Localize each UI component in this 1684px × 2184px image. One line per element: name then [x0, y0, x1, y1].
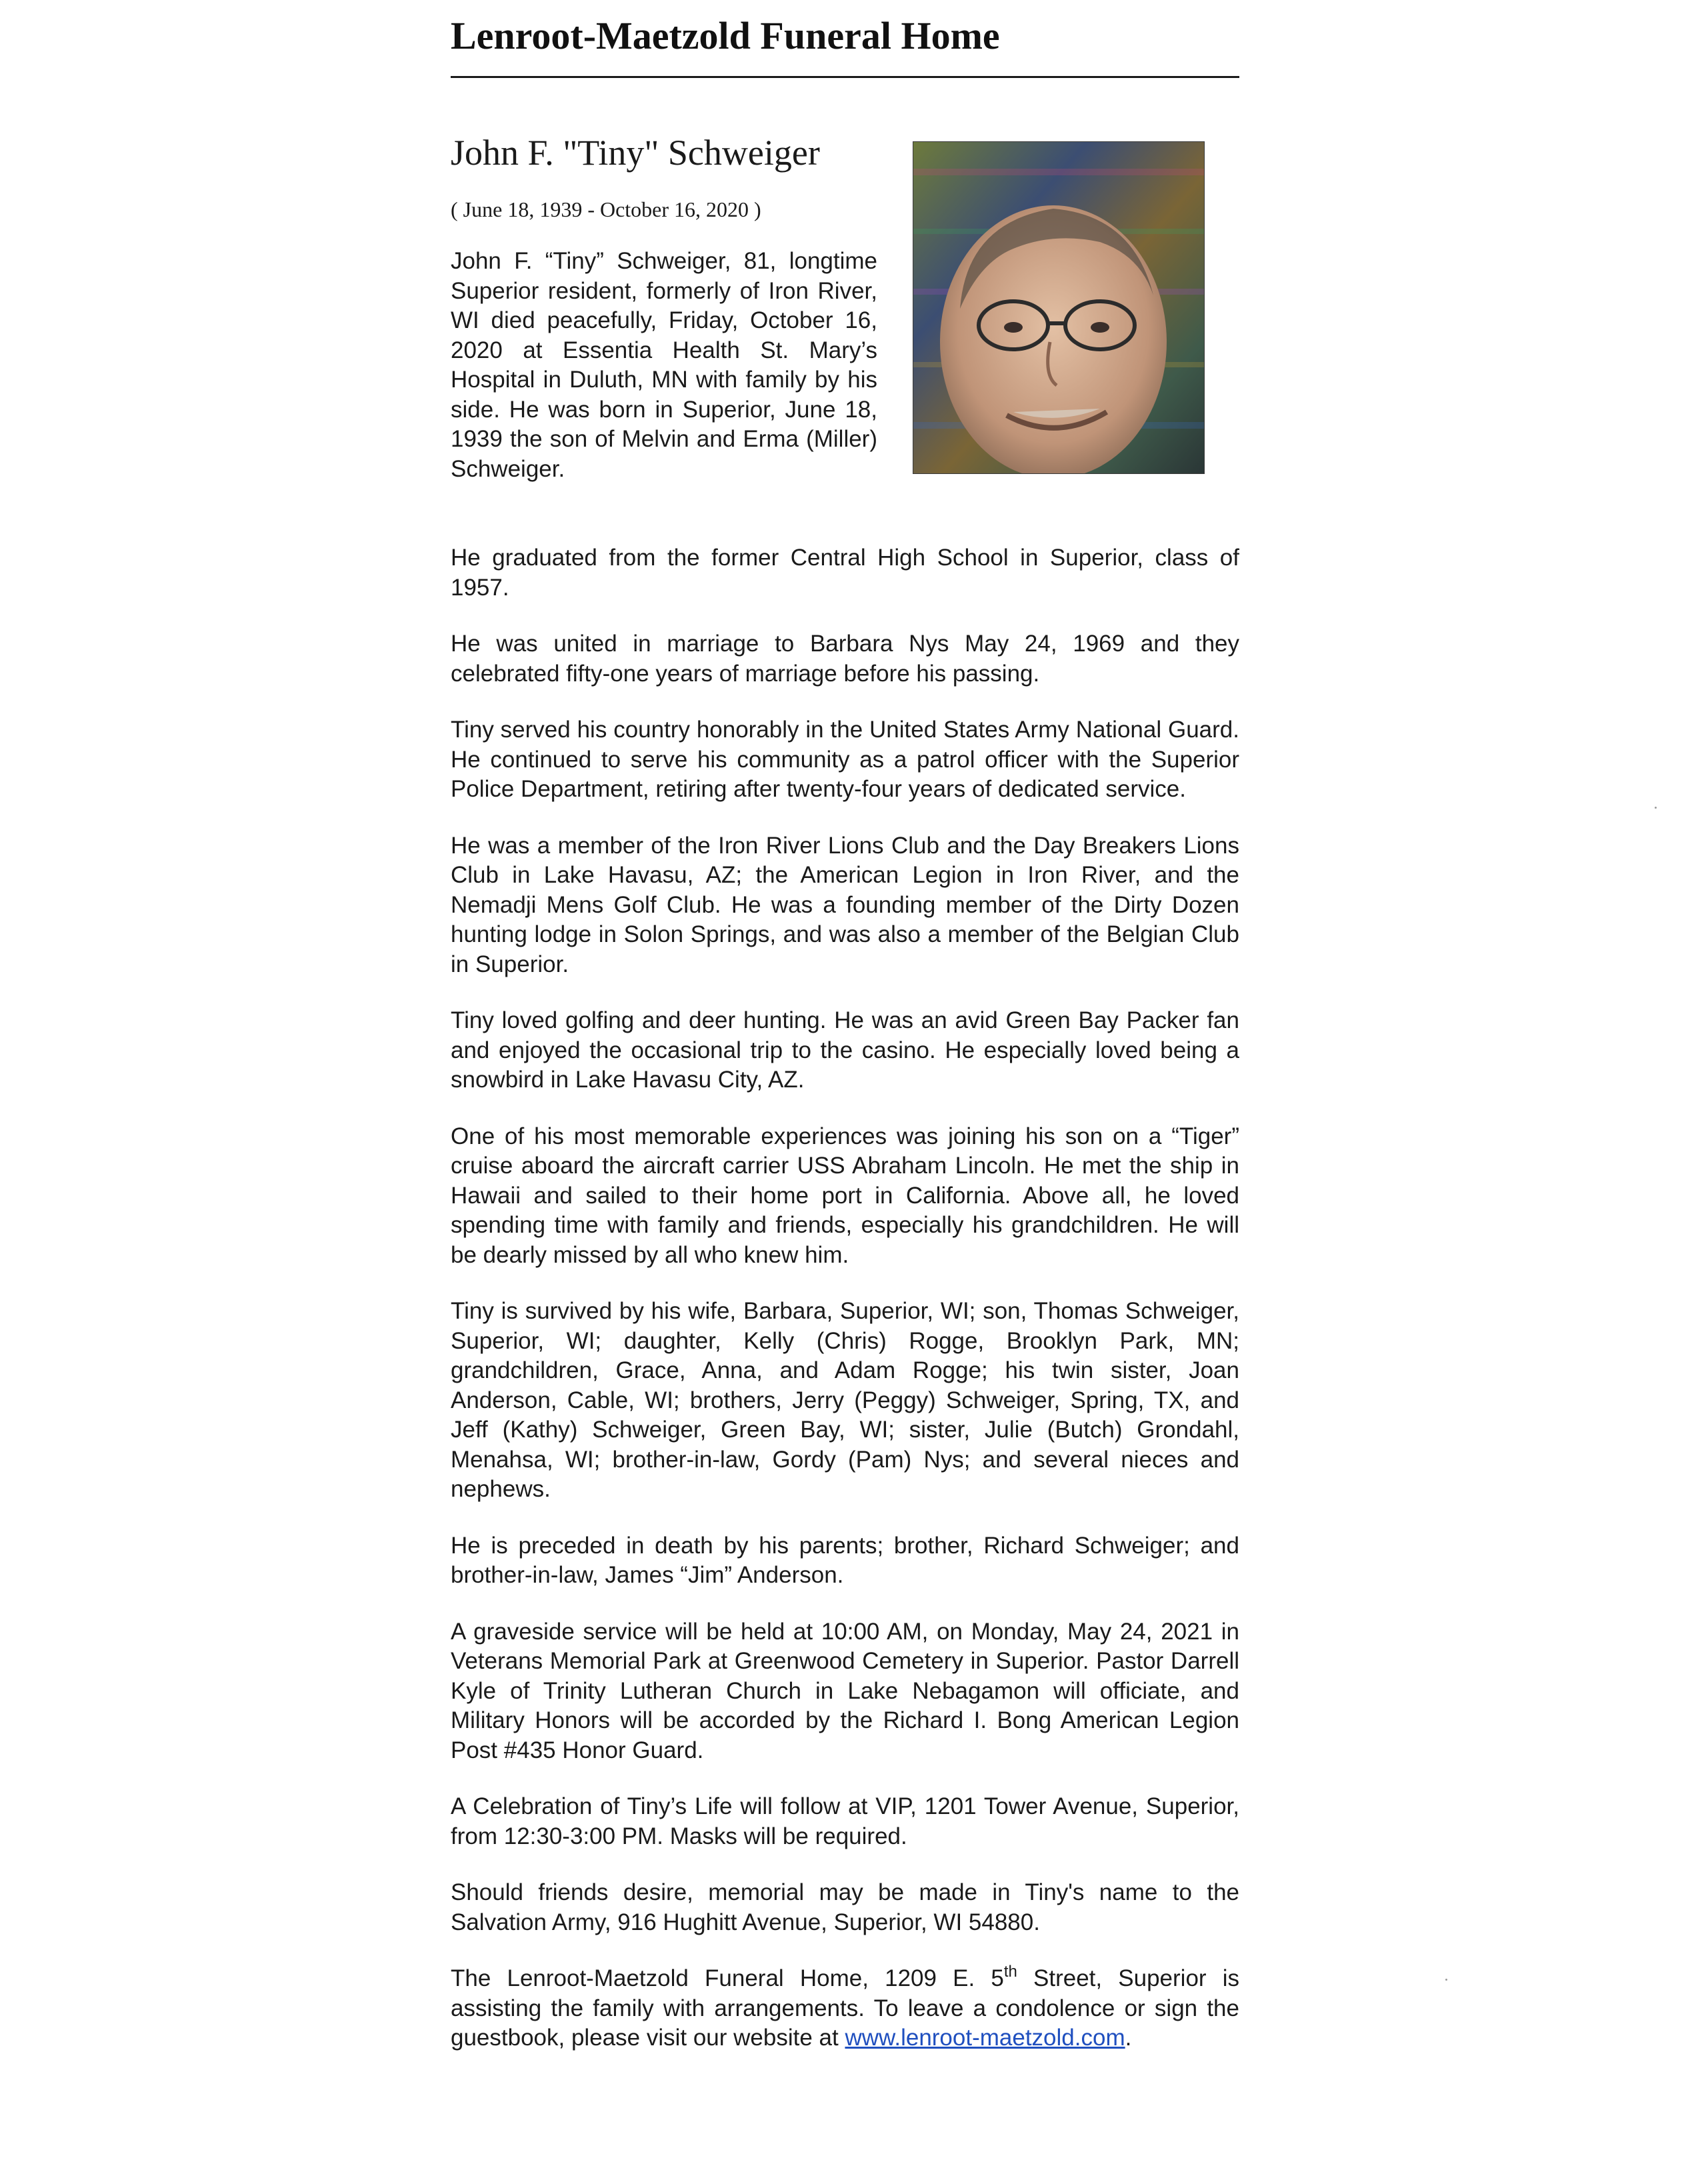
paragraph-graveside-service: A graveside service will be held at 10:00 AM, on Monday, May 24, 2021 in Veterans Memorial Park at Greenwood Cemetery in Superior. Pastor Darrell Kyle of Trinity Lutheran Church in Lake Nebagamon will officiate, and Military Honors will be accorded by the Richard I. Bong American Legion Post #435 Honor Guard.: [451, 1618, 1239, 1763]
scan-speck: [1655, 807, 1657, 809]
paragraph-hobbies: Tiny loved golfing and deer hunting. He was an avid Green Bay Packer fan and enjoyed the occasional trip to the casino. He especially loved being a snowbird in Lake Havasu City, AZ.: [451, 1007, 1239, 1093]
paragraph-service: Tiny served his country honorably in the United States Army National Guard. He continued to serve his community as a patrol officer with the Superior Police Department, retiring after twenty-four years of dedicated service.: [451, 717, 1239, 802]
paragraph-preceded: He is preceded in death by his parents; brother, Richard Schweiger; and brother-in-law, James “Jim” Anderson.: [451, 1532, 1239, 1588]
ordinal-suffix: th: [1003, 1963, 1017, 1981]
header-divider: [451, 76, 1239, 78]
paragraph-survivors: Tiny is survived by his wife, Barbara, Superior, WI; son, Thomas Schweiger, Superior, WI; daughter, Kelly (Chris) Rogge, Brooklyn Park, MN; grandchildren, Grace, Anna, and Adam Rogge; his twin sister, Joan Anderson, Cable, WI; brothers, Jerry (Peggy) Schweiger, Spring, TX, and Jeff (Kathy) Schweiger, Green Bay, WI; sister, Julie (Butch) Grondahl, Menahsa, WI; brother-in-law, Gordy (Pam) Nys; and several nieces and nephews.: [451, 1298, 1239, 1502]
paragraph-memorials: Should friends desire, memorial may be made in Tiny's name to the Salvation Army, 916 Hughitt Avenue, Superior, WI 54880.: [451, 1879, 1239, 1935]
life-dates: ( June 18, 1939 - October 16, 2020 ): [451, 197, 761, 221]
arrangements-text-middle: Street, Superior is assisting the family with arrangements. To leave a condolence or sign the guestbook, please visit our website at: [451, 1965, 1240, 2051]
scan-speck: [1445, 1979, 1447, 1981]
funeral-home-title: Lenroot-Maetzold Funeral Home: [451, 14, 1000, 57]
arrangements-text-end: .: [1125, 2025, 1132, 2051]
paragraph-marriage: He was united in marriage to Barbara Nys May 24, 1969 and they celebrated fifty-one years of marriage before his passing.: [451, 631, 1239, 687]
paragraph-experiences: One of his most memorable experiences was joining his son on a “Tiger” cruise aboard the aircraft carrier USS Abraham Lincoln. He met the ship in Hawaii and sailed to their home port in California. Above all, he loved spending time with family and friends, especially his grandchildren. He will be dearly missed by all who knew him.: [451, 1123, 1239, 1268]
paragraph-arrangements: [451, 1964, 1239, 2053]
paragraph-celebration: A Celebration of Tiny’s Life will follow at VIP, 1201 Tower Avenue, Superior, from 12:30-3:00 PM. Masks will be required.: [451, 1793, 1239, 1849]
deceased-name: John F. "Tiny" Schweiger: [451, 133, 820, 173]
paragraph-education: He graduated from the former Central High School in Superior, class of 1957.: [451, 545, 1239, 601]
website-link[interactable]: www.lenroot-maetzold.com: [845, 2025, 1125, 2051]
paragraph-memberships: He was a member of the Iron River Lions Club and the Day Breakers Lions Club in Lake Havasu, AZ; the American Legion in Iron River, and the Nemadji Mens Golf Club. He was a founding member of the Dirty Dozen hunting lodge in Solon Springs, and was also a member of the Belgian Club in Superior.: [451, 832, 1239, 977]
arrangements-text-start: The Lenroot-Maetzold Funeral Home, 1209 E. 5: [451, 1965, 1004, 1991]
obituary-intro: John F. “Tiny” Schweiger, 81, longtime Superior resident, formerly of Iron River, WI died peacefully, Friday, October 16, 2020 at Essentia Health St. Mary’s Hospital in Duluth, MN with family by his side. He was born in Superior, June 18, 1939 the son of Melvin and Erma (Miller) Schweiger.: [451, 248, 877, 482]
portrait-photo-icon: [913, 141, 1205, 474]
obituary-body: [451, 543, 1239, 2080]
